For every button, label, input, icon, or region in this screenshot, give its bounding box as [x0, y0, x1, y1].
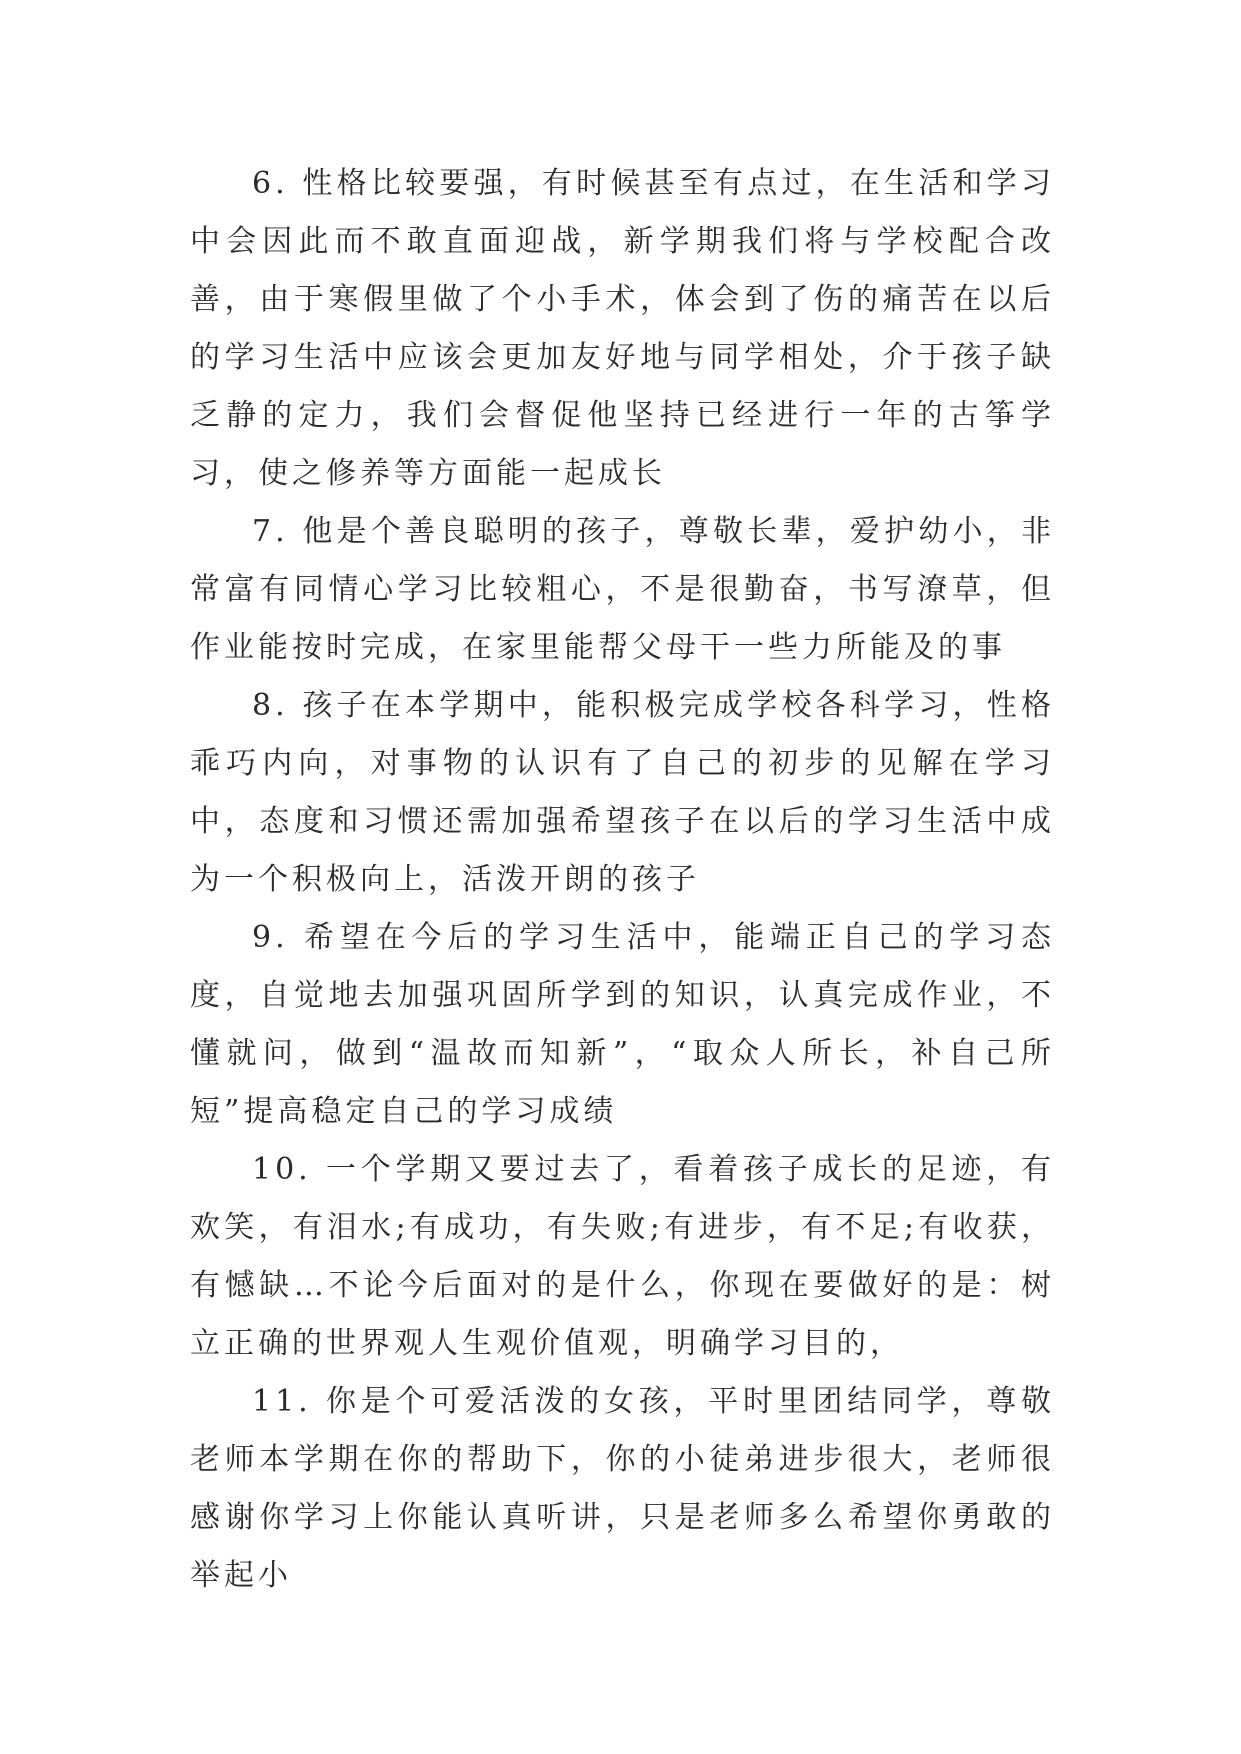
paragraph-9: 9. 希望在今后的学习生活中，能端正自己的学习态度，自觉地去加强巩固所学到的知识，认真完成作业，不懂就问，做到“温故而知新”，“取众人所长，补自己所短”提高稳定自己的学习成绩	[190, 920, 1055, 1129]
paragraph-6: 6. 性格比较要强，有时候甚至有点过，在生活和学习中会因此而不敢直面迎战，新学期我们将与学校配合改善，由于寒假里做了个小手术，体会到了伤的痛苦在以后的学习生活中应该会更加友好地与同学相处，介于孩子缺乏静的定力，我们会督促他坚持已经进行一年的古筝学习，使之修养等方面能一起成长	[190, 166, 1055, 491]
paragraph-10: 10. 一个学期又要过去了，看着孩子成长的足迹，有欢笑，有泪水;有成功，有失败;有进步，有不足;有收获，有憾缺…不论今后面对的是什么，你现在要做好的是：树立正确的世界观人生观价值观，明确学习目的，	[190, 1152, 1055, 1361]
paragraph-7: 7. 他是个善良聪明的孩子，尊敬长辈，爱护幼小，非常富有同情心学习比较粗心，不是很勤奋，书写潦草，但作业能按时完成，在家里能帮父母干一些力所能及的事	[190, 514, 1055, 665]
paragraph-8: 8. 孩子在本学期中，能积极完成学校各科学习，性格乖巧内向，对事物的认识有了自己的初步的见解在学习中，态度和习惯还需加强希望孩子在以后的学习生活中成为一个积极向上，活泼开朗的孩子	[190, 688, 1055, 897]
paragraph-11: 11. 你是个可爱活泼的女孩，平时里团结同学，尊敬老师本学期在你的帮助下，你的小徒弟进步很大，老师很感谢你学习上你能认真听讲，只是老师多么希望你勇敢的举起小	[190, 1384, 1055, 1593]
document-body	[190, 155, 1055, 1605]
